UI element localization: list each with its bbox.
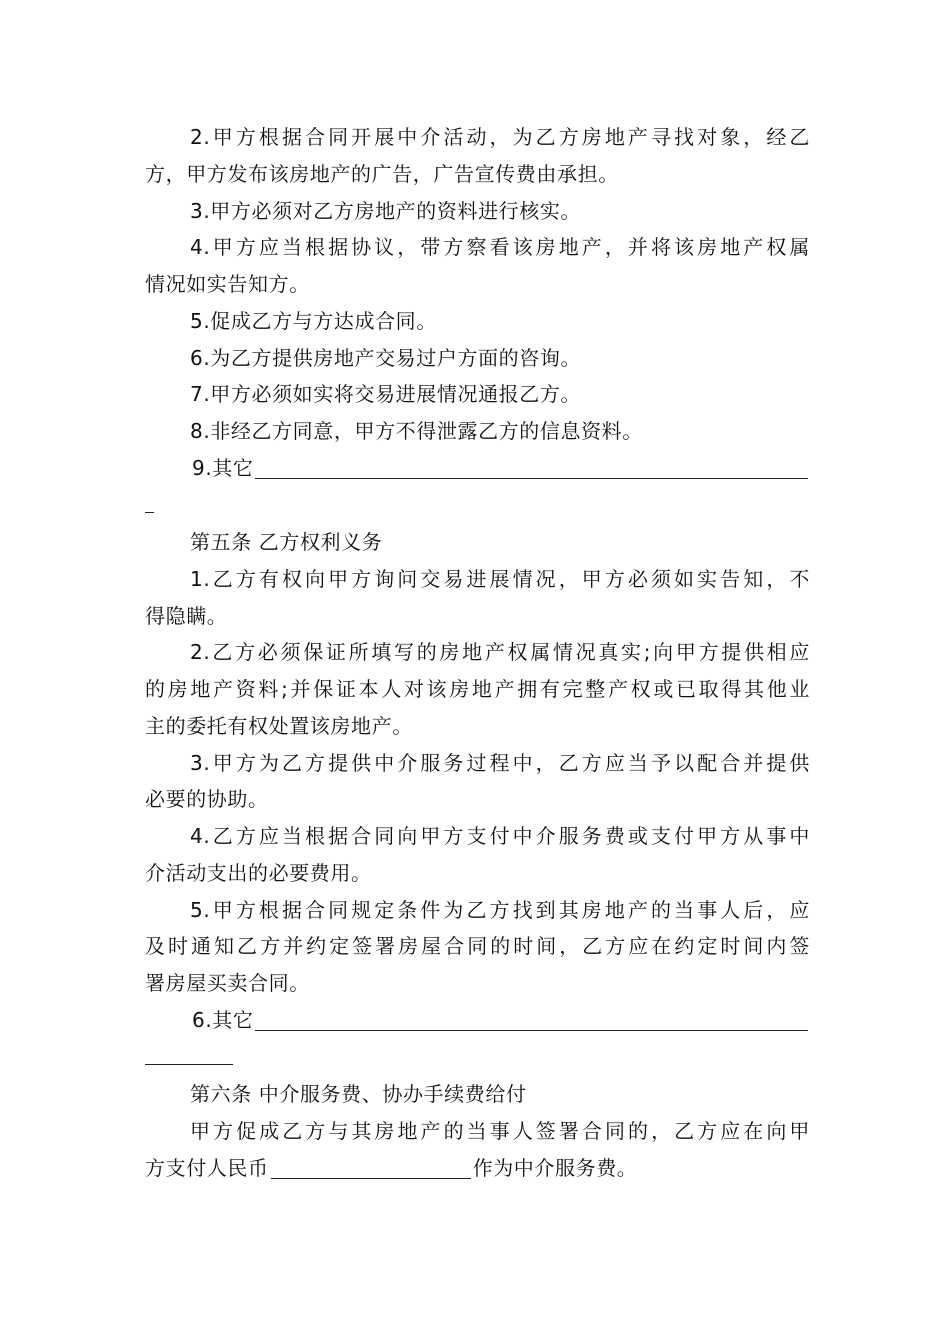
section-heading: 第六条 中介服务费、协办手续费给付: [190, 1082, 527, 1106]
blank-underline: [271, 1156, 471, 1179]
text-line: 必要的协助。: [145, 787, 269, 811]
text-line: 及时通知乙方并约定签署房屋合同的时间，乙方应在约定时间内签: [145, 934, 810, 958]
text-line: 2.甲方根据合同开展中介活动，为乙方房地产寻找对象，经乙: [190, 125, 810, 149]
text-line: 甲方促成乙方与其房地产的当事人签署合同的，乙方应在向甲: [190, 1119, 810, 1143]
text-line: 1.乙方有权向甲方询问交易进展情况，甲方必须如实告知，不: [190, 567, 810, 591]
text-line: 5.促成乙方与方达成合同。: [190, 309, 437, 333]
blank-underline: [255, 456, 808, 479]
text-line: 主的委托有权处置该房地产。: [145, 714, 413, 738]
text-line: 4.甲方应当根据协议，带方察看该房地产，并将该房地产权属: [190, 235, 810, 259]
text-line: 介活动支出的必要费用。: [145, 861, 372, 885]
text-line: 3.甲方为乙方提供中介服务过程中，乙方应当予以配合并提供: [190, 751, 810, 775]
blank-underline: [255, 1008, 808, 1031]
text-line: 得隐瞒。: [145, 604, 228, 628]
text-segment: 方支付人民币: [145, 1156, 269, 1180]
text-line: 署房屋买卖合同。: [145, 971, 310, 995]
text-line: 6.为乙方提供房地产交易过户方面的咨询。: [190, 346, 582, 370]
fill-in-line: [192, 1006, 808, 1034]
text-segment: 作为中介服务费。: [472, 1156, 638, 1180]
text-line: 7.甲方必须如实将交易进展情况通报乙方。: [190, 382, 582, 406]
text-line: 2.乙方必须保证所填写的房地产权属情况真实;向甲方提供相应: [190, 640, 810, 664]
text-line: 8.非经乙方同意，甲方不得泄露乙方的信息资料。: [190, 419, 643, 443]
fill-in-line: [192, 454, 808, 482]
blank-underline-continuation: [145, 512, 154, 513]
text-line: 情况如实告知方。: [145, 272, 310, 296]
text-line: 方，甲方发布该房地产的广告，广告宣传费由承担。: [145, 162, 619, 186]
text-label: 9.其它: [192, 456, 254, 480]
text-line: [145, 1154, 810, 1182]
section-heading: 第五条 乙方权利义务: [190, 530, 383, 554]
text-line: 4.乙方应当根据合同向甲方支付中介服务费或支付甲方从事中: [190, 824, 810, 848]
text-line: 的房地产资料;并保证本人对该房地产拥有完整产权或已取得其他业: [145, 677, 810, 701]
text-line: 3.甲方必须对乙方房地产的资料进行核实。: [190, 199, 582, 223]
text-label: 6.其它: [192, 1008, 254, 1032]
blank-underline-continuation: [145, 1064, 233, 1065]
text-line: 5.甲方根据合同规定条件为乙方找到其房地产的当事人后，应: [190, 898, 810, 922]
